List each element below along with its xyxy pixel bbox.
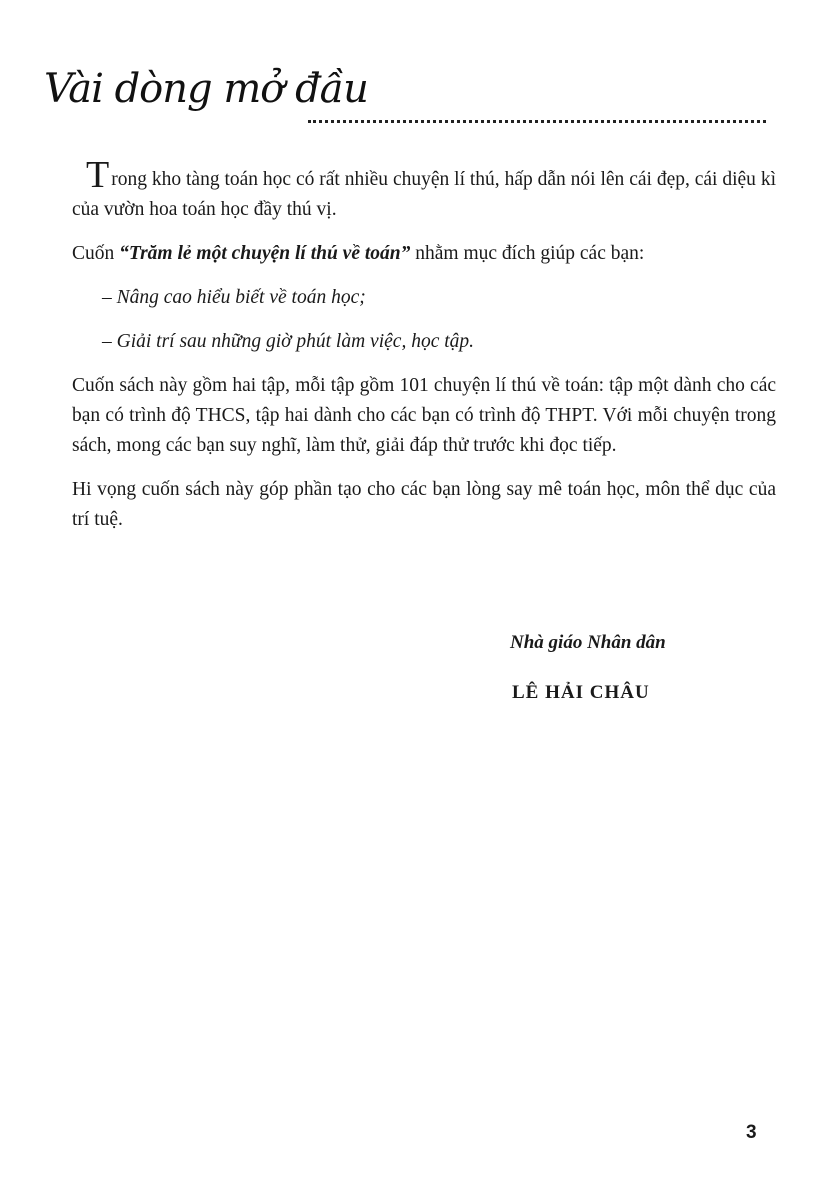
paragraph-hope: Hi vọng cuốn sách này góp phần tạo cho các bạn lòng say mê toán học, môn thể dục của trí tuệ.	[72, 479, 776, 530]
body-text	[72, 154, 776, 549]
paragraph-intro	[72, 154, 776, 225]
page-number: 3	[746, 1122, 757, 1143]
purpose-item-2: – Giải trí sau những giờ phút làm việc, học tập.	[102, 331, 475, 352]
heading-dotted-rule	[308, 120, 766, 123]
paragraph-book-purpose	[72, 239, 776, 269]
author-honorific: Nhà giáo Nhân dân	[510, 632, 666, 653]
purpose-item-1: – Nâng cao hiểu biết về toán học;	[102, 287, 366, 308]
author-name: LÊ HẢI CHÂU	[512, 682, 650, 703]
heading-title: Vài dòng mở đầu	[44, 66, 368, 112]
chapter-heading	[40, 62, 770, 142]
drop-cap: T	[86, 154, 110, 196]
book-title: “Trăm lẻ một chuyện lí thú về toán”	[119, 243, 411, 264]
paragraph-book-purpose-lead: Cuốn	[72, 243, 120, 264]
paragraph-intro-text: rong kho tàng toán học có rất nhiều chuyện lí thú, hấp dẫn nói lên cái đẹp, cái diệu kì của vườn hoa toán học đầy thú vị.	[72, 169, 776, 220]
paragraph-book-purpose-tail: nhằm mục đích giúp các bạn:	[410, 243, 645, 264]
paragraph-volumes: Cuốn sách này gồm hai tập, mỗi tập gồm 101 chuyện lí thú về toán: tập một dành cho các bạn có trình độ THCS, tập hai dành cho các bạn có trình độ THPT. Với mỗi chuyện trong sách, mong các bạn suy nghĩ, làm thử, giải đáp thử trước khi đọc tiếp.	[72, 375, 776, 456]
